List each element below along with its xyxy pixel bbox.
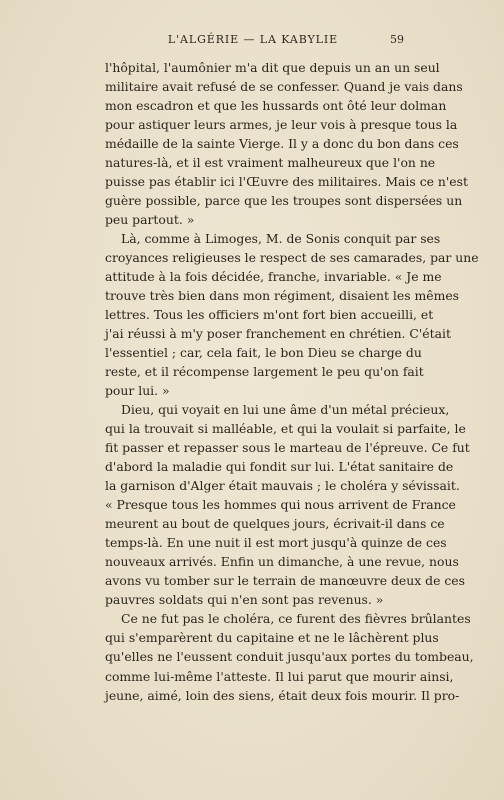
body-text: [105, 58, 479, 705]
text-line: qui la trouvait si malléable, et qui la voulait si parfaite, le: [105, 421, 466, 437]
text-line: comme lui-même l'atteste. Il lui parut que mourir ainsi,: [105, 668, 454, 684]
text-line: la garnison d'Alger était mauvais ; le choléra y sévissait.: [105, 478, 460, 494]
text-line: guère possible, parce que les troupes sont dispersées un: [105, 193, 463, 209]
text-line: trouve très bien dans mon régiment, disaient les mêmes: [105, 288, 460, 304]
text-line: meurent au bout de quelques jours, écrivait-il dans ce: [105, 516, 445, 532]
paragraph-3: [105, 400, 470, 609]
text-line: l'essentiel ; car, cela fait, le bon Dieu se charge du: [105, 345, 422, 361]
text-line: reste, et il récompense largement le peu qu'on fait: [105, 364, 424, 380]
text-line: attitude à la fois décidée, franche, invariable. « Je me: [105, 269, 442, 285]
text-line: qui s'emparèrent du capitaine et ne le lâchèrent plus: [105, 630, 439, 646]
text-line: avons vu tomber sur le terrain de manœuvre deux de ces: [105, 573, 465, 589]
paragraph-4: [105, 609, 474, 704]
text-line: croyances religieuses le respect de ses camarades, par une: [105, 250, 479, 266]
text-line: qu'elles ne l'eussent conduit jusqu'aux portes du tombeau,: [105, 649, 474, 665]
text-line: j'ai réussi à m'y poser franchement en chrétien. C'était: [105, 326, 451, 342]
text-line: peu partout. »: [105, 212, 195, 228]
text-line: natures-là, et il est vraiment malheureux que l'on ne: [105, 155, 436, 171]
text-line: l'hôpital, l'aumônier m'a dit que depuis un an un seul: [105, 60, 440, 75]
paragraph-1: [105, 58, 468, 229]
text-line: jeune, aimé, loin des siens, était deux fois mourir. Il pro-: [105, 687, 460, 703]
running-title: L'ALGÉRIE — LA KABYLIE: [167, 33, 339, 46]
text-line: « Presque tous les hommes qui nous arrivent de France: [105, 497, 456, 513]
text-line: d'abord la maladie qui fondit sur lui. L'état sanitaire de: [105, 459, 454, 475]
text-line: fit passer et repasser sous le marteau de l'épreuve. Ce fut: [105, 440, 470, 456]
text-line: médaille de la sainte Vierge. Il y a donc du bon dans ces: [105, 136, 459, 152]
text-line: militaire avait refusé de se confesser. Quand je vais dans: [105, 79, 463, 95]
page-number: 59: [390, 33, 404, 46]
text-line: puisse pas établir ici l'Œuvre des militaires. Mais ce n'est: [105, 174, 468, 190]
text-line: mon escadron et que les hussards ont ôté leur dolman: [105, 98, 447, 114]
text-line: Ce ne fut pas le choléra, ce furent des fièvres brûlantes: [121, 611, 471, 627]
text-line: temps-là. En une nuit il est mort jusqu'à quinze de ces: [105, 535, 447, 551]
text-line: nouveaux arrivés. Enfin un dimanche, à une revue, nous: [105, 554, 459, 570]
paragraph-2: [105, 229, 479, 400]
text-line: lettres. Tous les officiers m'ont fort bien accueilli, et: [105, 307, 434, 323]
text-line: pauvres soldats qui n'en sont pas revenus. »: [105, 592, 384, 608]
text-line: pour astiquer leurs armes, je leur vois à presque tous la: [105, 117, 458, 133]
text-line: Dieu, qui voyait en lui une âme d'un métal précieux,: [121, 402, 450, 418]
text-line: pour lui. »: [105, 383, 170, 399]
text-line: Là, comme à Limoges, M. de Sonis conquit par ses: [121, 231, 441, 247]
